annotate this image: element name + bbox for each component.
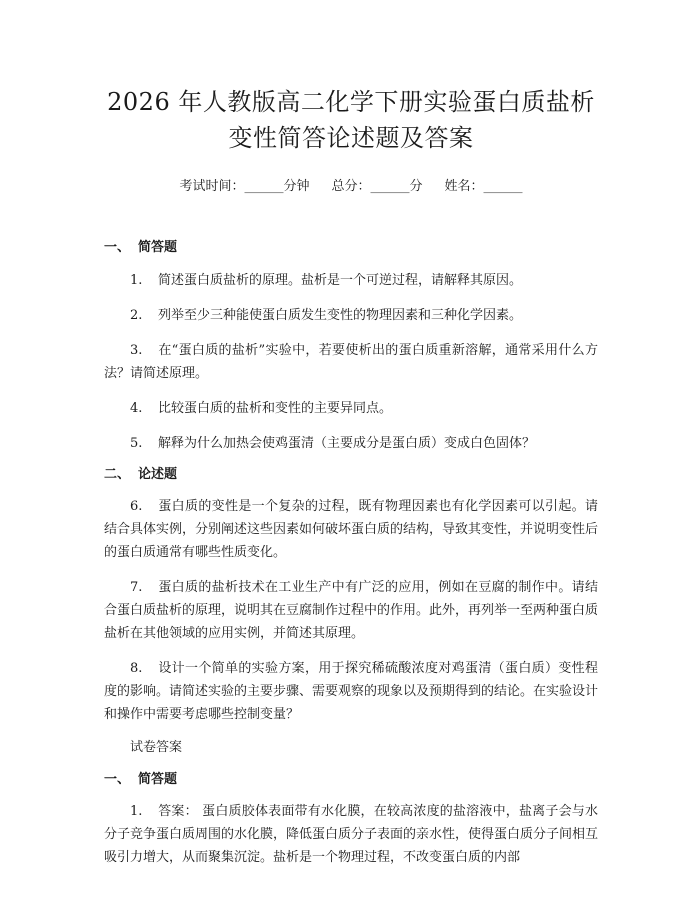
section-heading-essay [104,465,598,485]
question-5: 5. 解释为什么加热会使鸡蛋清（主要成分是蛋白质）变成白色固体？ [130,436,536,451]
total-score-label: 总分：______分 [331,179,423,194]
answer-1: 1. 答案： 蛋白质胶体表面带有水化膜，在较高浓度的盐溶液中，盐离子会与水分子竞争蛋白质周围的水化膜，降低蛋白质分子表面的亲水性，使得蛋白质分子间相互吸引力增大，从而聚集沉淀。盐析是一个物理过程，不改变蛋白质的内部 [104,804,599,865]
section-number: 一、 [104,240,131,255]
section-heading-short-answer [104,238,598,258]
section-number: 二、 [104,467,131,482]
title-line-1: 2026 年人教版高二化学下册实验蛋白质盐析 [107,88,595,116]
student-name-label: 姓名：______ [444,179,523,194]
question-3: 3. 在“蛋白质的盐析”实验中，若要使析出的蛋白质重新溶解，通常采用什么方法？请简述原理。 [104,343,598,381]
section-title: 简答题 [138,772,178,787]
answers-heading: 试卷答案 [130,740,183,755]
section-title: 论述题 [138,467,178,482]
question-6: 6. 蛋白质的变性是一个复杂的过程，既有物理因素也有化学因素可以引起。请结合具体实例，分别阐述这些因素如何破坏蛋白质的结构，导致其变性，并说明变性后的蛋白质通常有哪些性质变化。 [104,499,599,560]
question-4: 4. 比较蛋白质的盐析和变性的主要异同点。 [130,401,393,416]
answers-section-heading [104,770,598,790]
question-8: 8. 设计一个简单的实验方案，用于探究稀硫酸浓度对鸡蛋清（蛋白质）变性程度的影响。请简述实验的主要步骤、需要观察的现象以及预期得到的结论。在实验设计和操作中需要考虑哪些控制变量？ [104,661,599,722]
question-1: 1. 简述蛋白质盐析的原理。盐析是一个可逆过程，请解释其原因。 [130,273,523,288]
question-7: 7. 蛋白质的盐析技术在工业生产中有广泛的应用，例如在豆腐的制作中。请结合蛋白质盐析的原理，说明其在豆腐制作过程中的作用。此外，再列举一至两种蛋白质盐析在其他领域的应用实例，并简述其原理。 [104,580,599,641]
section-title: 简答题 [138,240,178,255]
page-title [104,0,598,156]
question-2: 2. 列举至少三种能使蛋白质发生变性的物理因素和三种化学因素。 [130,308,523,323]
exam-meta [104,178,598,196]
title-line-2: 变性简答论述题及答案 [228,124,474,152]
exam-time-label: 考试时间：______分钟 [179,179,310,194]
section-number: 一、 [104,772,131,787]
